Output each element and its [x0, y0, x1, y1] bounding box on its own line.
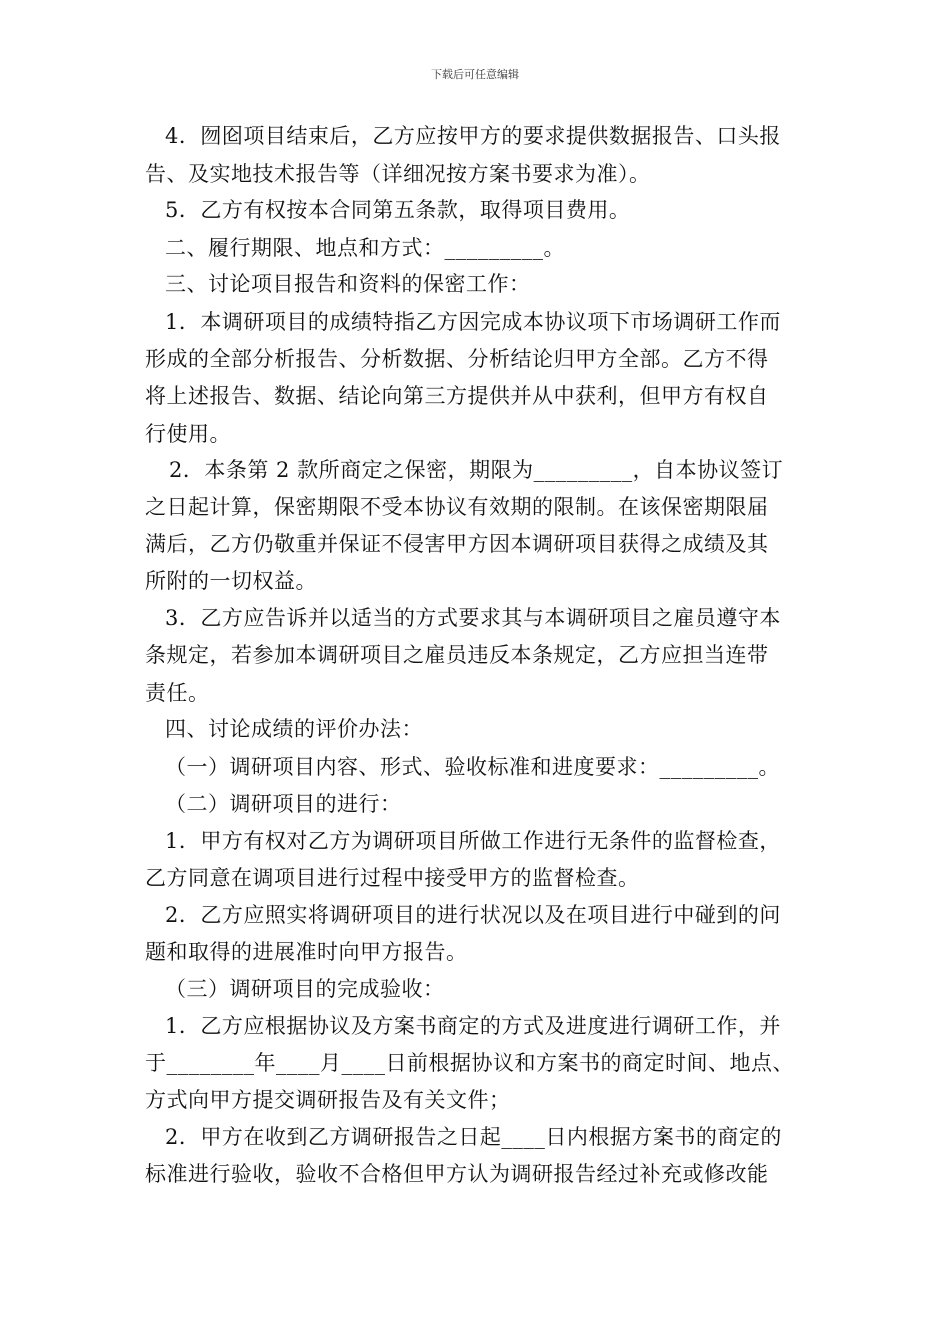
text-line: 将上述报告、数据、结论向第三方提供并从中获利，但甲方有权自 [145, 384, 769, 408]
text-line: 1．甲方有权对乙方为调研项目所做工作进行无条件的监督检查， [165, 829, 781, 853]
text-line: 告、及实地技术报告等（详细况按方案书要求为准）。 [145, 162, 651, 186]
text-line: 之日起计算，保密期限不受本协议有效期的限制。在该保密期限届 [145, 495, 769, 519]
text-line: 3．乙方应告诉并以适当的方式要求其与本调研项目之雇员遵守本 [165, 606, 781, 630]
text-line: 条规定，若参加本调研项目之雇员违反本条规定，乙方应担当连带 [145, 643, 769, 667]
text-line: 2．甲方在收到乙方调研报告之日起____日内根据方案书的商定的 [165, 1125, 782, 1149]
text-line: 行使用。 [145, 422, 231, 446]
text-line: 所附的一切权益。 [145, 569, 317, 593]
text-line: 题和取得的进展准时向甲方报告。 [145, 940, 468, 964]
text-line: 方式向甲方提交调研报告及有关文件； [145, 1088, 511, 1112]
text-line: 标准进行验收，验收不合格但甲方认为调研报告经过补充或修改能 [145, 1162, 769, 1186]
text-line: 责任。 [145, 681, 210, 705]
text-line: （一）调研项目内容、形式、验收标准和进度要求：_________。 [165, 755, 780, 779]
text-line: 2．乙方应照实将调研项目的进行状况以及在项目进行中碰到的问 [165, 903, 781, 927]
text-line: 二、履行期限、地点和方式：_________。 [165, 236, 565, 260]
text-line: 1．乙方应根据协议及方案书商定的方式及进度进行调研工作，并 [165, 1014, 781, 1038]
text-line: （三）调研项目的完成验收： [165, 977, 445, 1001]
text-line: 于________年____月____日前根据协议和方案书的商定时间、地点、 [145, 1051, 794, 1075]
text-line: 2．本条第 2 款所商定之保密，期限为_________，自本协议签订 [169, 458, 784, 482]
text-line: （二）调研项目的进行： [165, 792, 402, 816]
page-header: 下载后可任意编辑 [431, 68, 519, 81]
text-line: 5．乙方有权按本合同第五条款，取得项目费用。 [165, 198, 631, 222]
text-line: 1．本调研项目的成绩特指乙方因完成本协议项下市场调研工作而 [165, 310, 781, 334]
text-line: 满后，乙方仍敬重并保证不侵害甲方因本调研项目获得之成绩及其 [145, 532, 769, 556]
text-line: 形成的全部分析报告、分析数据、分析结论归甲方全部。乙方不得 [145, 347, 769, 371]
text-line: 4．囫囵项目结束后，乙方应按甲方的要求提供数据报告、口头报 [165, 124, 781, 148]
text-line: 四、讨论成绩的评价办法： [165, 717, 423, 741]
text-line: 乙方同意在调项目进行过程中接受甲方的监督检查。 [145, 866, 640, 890]
text-line: 三、讨论项目报告和资料的保密工作： [165, 272, 531, 296]
